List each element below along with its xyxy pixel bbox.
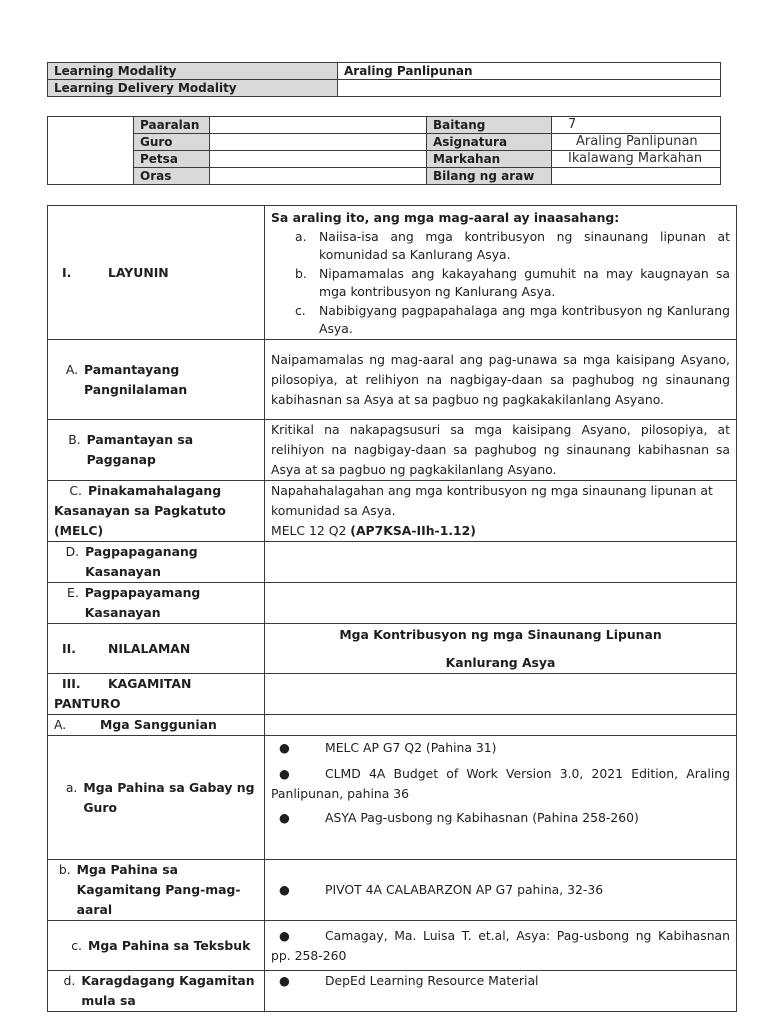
pamantayan-pagganap-label: Pamantayan sa Pagganap <box>86 432 194 467</box>
kagamitang-label: Mga Pahina sa Kagamitang Pang-mag-aaral <box>76 862 241 917</box>
modality-table <box>47 62 721 97</box>
gabay-ref: ● ASYA Pag-usbong ng Kabihasnan (Pahina 258-260) <box>279 810 639 825</box>
pamantayang-pangnilalaman-cell: A. Pamantayang Pangnilalaman <box>48 340 265 420</box>
paaralan-label: Paaralan <box>134 117 210 134</box>
sanggunian-value <box>265 715 737 736</box>
nilalaman-label: NILALAMAN <box>108 640 191 656</box>
petsa-label: Petsa <box>134 151 210 168</box>
learning-modality-label: Learning Modality <box>48 63 338 80</box>
pagpapayamang-label: Pagpapayamang Kasanayan <box>84 585 201 620</box>
layunin-intro: Sa araling ito, ang mga mag-aaral ay inaasahang: <box>271 210 620 225</box>
gabay-refs <box>265 736 737 860</box>
asignatura-value: Araling Panlipunan <box>552 134 721 151</box>
guro-label: Guro <box>134 134 210 151</box>
pamantayan-pagganap-cell: B. Pamantayan sa Pagganap <box>48 420 265 481</box>
kagamitan-cell: III. KAGAMITAN PANTURO <box>48 674 265 715</box>
learning-modality-value: Araling Panlipunan <box>338 63 721 80</box>
melc-code: (AP7KSA-IIh-1.12) <box>350 523 476 538</box>
bilang-label: Bilang ng araw <box>427 168 552 185</box>
gabay-ref: ● MELC AP G7 Q2 (Pahina 31) <box>279 740 497 755</box>
layunin-item: b. Nipamamalas ang kakayahang gumuhit na may kaugnayan sa mga kontribusyon ng Kanlurang Asya. <box>295 266 730 299</box>
melc-content <box>265 481 737 542</box>
sanggunian-label: Mga Sanggunian <box>100 717 217 732</box>
lesson-plan-table <box>47 205 737 1012</box>
markahan-label: Markahan <box>427 151 552 168</box>
nilalaman-content <box>265 624 737 674</box>
info-blank-cell <box>48 117 134 185</box>
pagpapaganang-value <box>265 542 737 583</box>
oras-label: Oras <box>134 168 210 185</box>
pamantayang-pangnilalaman-label: Pamantayang Pangnilalaman <box>84 361 188 397</box>
melc-code-prefix: MELC 12 Q2 <box>271 523 351 538</box>
teksbuk-cell: c. Mga Pahina sa Teksbuk <box>48 921 265 971</box>
pagpapayamang-cell: E. Pagpapayamang Kasanayan <box>48 583 265 624</box>
gabay-label: Mga Pahina sa Gabay ng Guro <box>83 779 255 815</box>
pagpapaganang-cell: D. Pagpapaganang Kasanayan <box>48 542 265 583</box>
gabay-ref: ● CLMD 4A Budget of Work Version 3.0, 2021 Edition, Araling Panlipunan, pahina 36 <box>271 766 730 801</box>
kagamitan-label: KAGAMITAN PANTURO <box>54 676 192 711</box>
bilang-value <box>552 168 721 185</box>
paaralan-value <box>210 117 427 134</box>
kagamitan-value <box>265 674 737 715</box>
markahan-value: Ikalawang Markahan <box>552 151 721 168</box>
nilalaman-line2: Kanlurang Asya <box>445 654 556 670</box>
layunin-item: a. Naiisa-isa ang mga kontribusyon ng sinaunang lipunan at komunidad sa Kanlurang Asya. <box>295 229 730 262</box>
oras-value <box>210 168 427 185</box>
baitang-value: 7 <box>552 117 721 134</box>
teksbuk-label: Mga Pahina sa Teksbuk <box>88 937 251 953</box>
nilalaman-line1: Mga Kontribusyon ng mga Sinaunang Lipunan <box>339 626 662 642</box>
delivery-modality-value <box>338 80 721 97</box>
karagdagang-label: Karagdagang Kagamitan mula sa <box>81 973 255 1008</box>
baitang-label: Baitang <box>427 117 552 134</box>
kagamitang-cell: b. Mga Pahina sa Kagamitang Pang-mag-aaral <box>48 860 265 921</box>
gabay-cell: a. Mga Pahina sa Gabay ng Guro <box>48 736 265 860</box>
kagamitang-ref: ● PIVOT 4A CALABARZON AP G7 pahina, 32-36 <box>265 860 737 921</box>
layunin-item: c. Nabibigyang pagpapahalaga ang mga kontribusyon ng Kanlurang Asya. <box>295 303 730 336</box>
teksbuk-ref: ● Camagay, Ma. Luisa T. et.al, Asya: Pag-usbong ng Kabihasnan pp. 258-260 <box>265 921 737 971</box>
pagpapaganang-label: Pagpapaganang Kasanayan <box>85 544 198 579</box>
karagdagang-ref: ● DepEd Learning Resource Material <box>265 971 737 1012</box>
layunin-label: LAYUNIN <box>108 264 169 280</box>
pagpapayamang-value <box>265 583 737 624</box>
pamantayan-pagganap-text: Kritikal na nakapagsusuri sa mga kaisipang Asyano, pilosopiya, at relihiyon na nagbigay-daan sa paghubog ng sinaunang kabihasnan sa Asya at sa pagbuo ng pagkakilanlang Asyano. <box>265 420 737 481</box>
delivery-modality-label: Learning Delivery Modality <box>48 80 338 97</box>
layunin-content <box>265 206 737 340</box>
pamantayang-pangnilalaman-text: Naipamamalas ng mag-aaral ang pag-unawa sa mga kaisipang Asyano, pilosopiya, at relihiyon na nagbigay-daan sa paghubog ng sinaunang kabihasnan sa Asya at sa pagbuo ng pagkakakilanlang Asyano. <box>265 340 737 420</box>
petsa-value <box>210 151 427 168</box>
layunin-num: I. <box>62 264 72 280</box>
asignatura-label: Asignatura <box>427 134 552 151</box>
layunin-list <box>271 228 730 338</box>
guro-value <box>210 134 427 151</box>
melc-cell: C. Pinakamahalagang Kasanayan sa Pagkatuto (MELC) <box>48 481 265 542</box>
sanggunian-cell: A. Mga Sanggunian <box>48 715 265 736</box>
school-info-table <box>47 116 721 185</box>
nilalaman-cell: II. NILALAMAN <box>48 624 265 674</box>
melc-label: Pinakamahalagang Kasanayan sa Pagkatuto (MELC) <box>54 483 226 538</box>
karagdagang-cell: d. Karagdagang Kagamitan mula sa <box>48 971 265 1012</box>
melc-text: Napahahalagahan ang mga kontribusyon ng mga sinaunang lipunan at komunidad sa Asya. <box>271 483 713 518</box>
layunin-cell <box>48 206 265 340</box>
